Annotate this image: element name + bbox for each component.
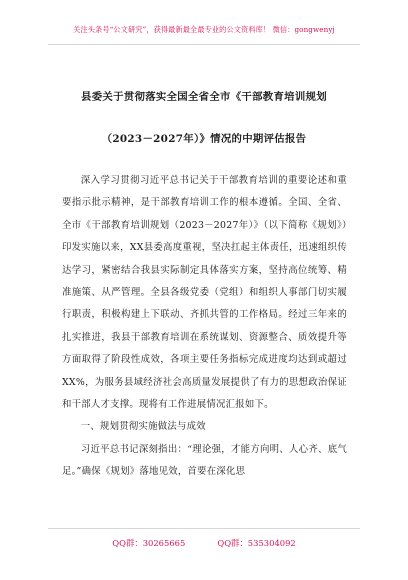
footer-qq-group-1: QQ群：30265665 — [112, 538, 186, 548]
footer — [0, 537, 408, 549]
section-heading: 一、规划贯彻实施做法与成效 — [80, 421, 206, 433]
header-divider — [48, 44, 360, 45]
document-title-line-1: 县委关于贯彻落实全国全省全市《干部教育培训规划 — [81, 91, 327, 103]
document-title-line-2: （2023－2027年）》情况的中期评估报告 — [101, 133, 307, 145]
footer-divider — [48, 528, 360, 529]
header-banner: 关注头条号“公文研究”，获得最新最全最专业的公文资料库！ 微信：gongwenyj — [73, 25, 335, 34]
document-body — [62, 170, 347, 484]
body-paragraph: 深入学习贯彻习近平总书记关于干部教育培训的重要论述和重要指示批示精神，是干部教育培训工作的根本遵循。全国、全省、全市《干部教育培训规划（2023－2027年）》（以下简称《规划》）印发实施以来，XX县委高度重视，坚决扛起主体责任，迅速组织传达学习，紧密结合我县实际制定具体落实方案，坚持高位统筹、精准施策、从严管理。全县各级党委（党组）和组织人事部门切实履行职责，积极构建上下联动、齐抓共管的工作格局。经过三年来的扎实推进，我县干部教育培训在系统谋划、资源整合、质效提升等方面取得了阶段性成效，各项主要任务指标完成进度均达到或超过XX%，为服务县域经济社会高质量发展提供了有力的思想政治保证和干部人才支撑。现将有工作进展情况汇报如下。 — [62, 175, 347, 411]
footer-qq-group-2: QQ群：535304092 — [217, 538, 296, 548]
body-paragraph: 习近平总书记深刻指出：“理论强，才能方向明、人心齐、底气足。”确保《规划》落地见效，首要在深化思 — [62, 443, 347, 478]
